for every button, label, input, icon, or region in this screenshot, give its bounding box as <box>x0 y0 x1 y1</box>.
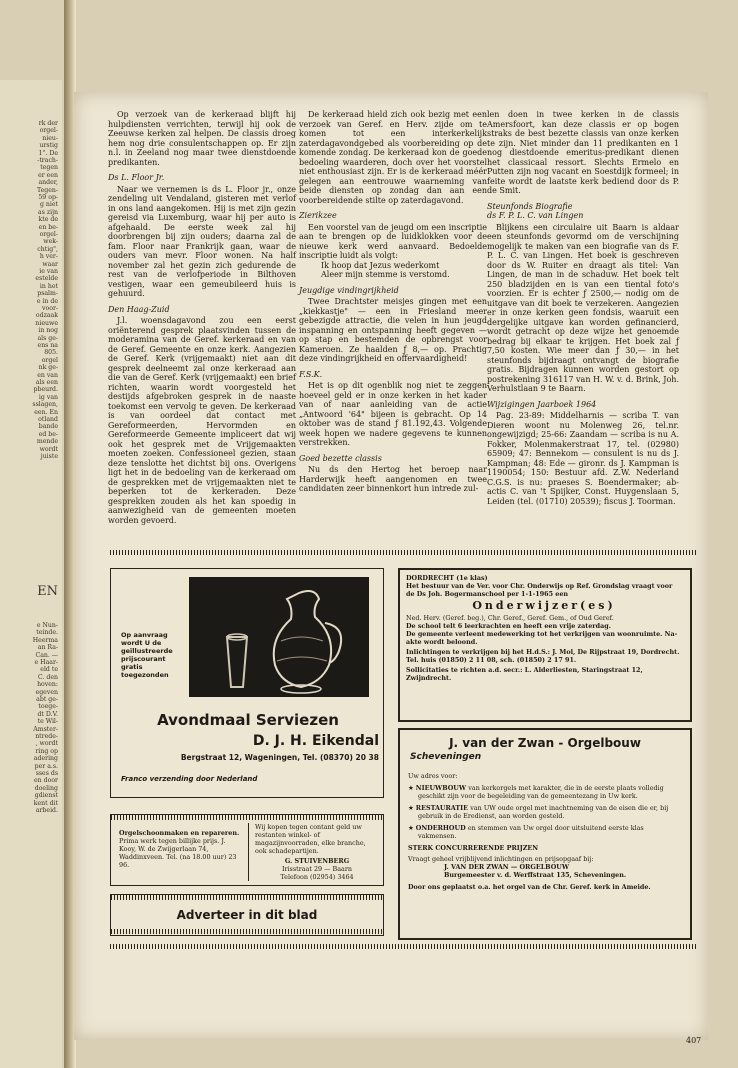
ad-dordrecht-body <box>406 574 682 682</box>
facing-page-line: eld te <box>40 666 58 674</box>
facing-page-line: 59 op- <box>38 194 58 201</box>
paragraph: De kerkeraad hield zich ook bezig met een verzoek van Geref. en Herv. zijde om te komen tot een interkerkelijk zaterdagavondgebed als voorbereiding op de komende zondag. De kerkeraad kon de goede bedoeling waarderen, doch over het voorstel niet enthousiast zijn. Er is de kerkeraad méér gelegen aan eentrouwe waarneming van beide diensten op zondag dan aan een voorbereidende stilte op zaterdagavond. <box>299 110 487 205</box>
facing-page-line: Tegen- <box>36 186 58 194</box>
ad-dordrecht-line: Inlichtingen te verkrijgen bij het H.d.S.: J. Mol, De Rijpstraat 19, Dordrecht. Tel. huis (01850) 2 11 08, sch. (01850) 2 17 91. <box>406 648 680 664</box>
column-3 <box>487 110 679 506</box>
ad-stuivenberg-phone: Telefoon (02954) 3464 <box>280 873 354 881</box>
ad-dordrecht-intro: Het bestuur van de Ver. voor Chr. Onderwijs op Ref. Grondslag vraagt voor de Ds Joh. Bogermanschool per 1-1-1965 een <box>406 582 673 598</box>
ad-dordrecht-line: De school telt 6 leerkrachten en heeft een vrije zaterdag. <box>406 622 611 630</box>
ad-kooy-title: Orgelschoonmaken en repareren. <box>119 829 240 837</box>
facing-page-line: as zijn <box>38 208 58 216</box>
section-heading: Goed bezette classis <box>299 453 382 463</box>
facing-page <box>0 80 62 1068</box>
ad-dordrecht-line: Ned. Herv. (Geref. beg.), Chr. Geref., Geref. Gem., of Oud Geref. <box>406 614 614 622</box>
ad-stuivenberg-address: Irisstraat 29 — Baarn <box>281 865 353 873</box>
facing-page-line: orgel- <box>39 127 58 135</box>
verse-line: Aleer mijn stemme is verstomd. <box>321 270 450 279</box>
facing-page-line: als ge- <box>37 334 58 342</box>
facing-page-line: urstig <box>39 142 58 150</box>
facing-page-line: toege- <box>38 703 58 711</box>
facing-page-line: teinde. <box>36 629 58 637</box>
facing-page-line: an Ra- <box>37 644 58 652</box>
ad-adverteer <box>110 894 384 936</box>
facing-page-line: e Nun- <box>36 622 58 629</box>
facing-page-line: 1". De <box>38 149 58 157</box>
facing-page-line: wek- <box>43 238 58 246</box>
facing-page-heading: EN <box>37 584 58 599</box>
ad-tagline: Franco verzending door Nederland <box>121 775 258 783</box>
column-2 <box>299 110 487 494</box>
service-keyword: ONDERHOUD <box>415 824 468 832</box>
facing-page-line: ed be- <box>38 430 58 438</box>
divider-rule <box>110 944 698 949</box>
paragraph: Twee Drachtster meisjes gingen met een „kiekkastje" — een in Friesland meer gebezigde attractie, die velen in hun jeugd inspanning en ontspanning heeft gegeven — op stap en bestemden de opbrengst voor Kameroen. Ze haalden ƒ 8,— op. Prachtig deze vindingrijkheid en offervaardigheid! <box>299 297 487 363</box>
facing-page-line: ntrede- <box>35 733 58 740</box>
ad-vanderzwan-footer: Door ons geplaatst o.a. het orgel van de Chr. Geref. kerk in Ameide. <box>408 883 651 891</box>
paragraph: Op verzoek van de kerkeraad blijft hij hulpdiensten verrichten, terwijl hij ook de Zeeuwse kerken zal helpen. De classis droeg hem nog drie consulentschappen op. Er zijn n.l. in Zeeland nog maar twee dienstdoende predikanten. <box>108 110 296 167</box>
section-heading: Steunfonds Biografie <box>487 201 573 211</box>
facing-page-line: Amster- <box>33 725 58 733</box>
column-1 <box>108 110 296 525</box>
paragraph: Naar we vernemen is ds L. Floor jr., onze zendeling uit Vendaland, gisteren met verlof in ons land aangekomen. Hij is met zijn gezin gereisd via Luxemburg, waar hij per auto is afgehaald. De eerste week zal hij doorbrengen bij zijn ouders; daarna zal de fam. Floor naar Frankrijk gaan, waar de ouders van mevr. Floor wonen. Na half november zal het gezin zich gedurende de rest van de verlofperiode in Bilthoven vestigen, waar een gemeubileerd huis is gehuurd. <box>108 184 296 298</box>
facing-page-line: psalm- <box>37 290 58 298</box>
facing-page-line: en door <box>34 777 58 785</box>
section-heading: Zierikzee <box>299 211 337 220</box>
facing-page-line: odzaak <box>35 312 58 320</box>
facing-page-line: en be- <box>38 223 58 231</box>
ad-stuivenberg <box>255 823 379 881</box>
service-item <box>408 784 682 800</box>
section-heading: Wijzigingen Jaarboek 1964 <box>487 399 597 409</box>
ad-dordrecht-line: Sollicitaties te richten a.d. secr.: L. Alderliesten, Staringstraat 12, Zwijndrecht. <box>406 666 643 682</box>
ad-title: Avondmaal Serviezen <box>157 711 339 729</box>
facing-page-line: sses ds <box>35 770 58 777</box>
verse-line: Ik hoop dat Jezus wederkomt <box>321 260 440 270</box>
facing-page-line: chtig", <box>37 245 58 253</box>
ad-stuivenberg-body: Wij kopen tegen contant geld uw restanten winkel- of magazijnvoorraden, elke branche, ook schadepartijen. <box>255 823 366 855</box>
paragraph: J.l. woensdagavond zou een eerst oriënterend gesprek plaatsvinden tussen de moderamina van de Geref. kerkeraad en van de Geref. Gemeente en onze kerk. Aangezien de Geref. Kerk (vrijgemaakt) niet aan dit gesprek deelneemt zal onze kerkeraad aan die van de Geref. Kerk (vrijgemaakt) een brief richten, waarin wordt voorgesteld het destijds afgebroken gesprek in de naaste toekomst een vervolg te geven. De kerkeraad is van oordeel dat contact met Gereformeerden, Hervormden en Gereformeerde Gemeente impliceert dat wij ook het gesprek met de Vrijgemaakten moeten zoeken. Confessioneel gezien, staan deze tenslotte het dichtst bij ons. Overigens ligt het in de bedoeling van de kerkeraad om de gesprekken met de vrijgemaakten niet te beperken tot de kerkeraden. Deze gesprekken zouden als het kan spoedig in aanwezigheid van de gemeenten moeten worden gevoerd. <box>108 316 296 525</box>
service-keyword: RESTAURATIE <box>415 804 471 812</box>
ad-dordrecht-line: De gemeente verleent medewerking tot het verkrijgen van woonruimte. Na-akte wordt beloond. <box>406 630 678 646</box>
service-item <box>408 824 682 840</box>
ad-border-rule <box>111 895 383 900</box>
facing-page-line: orgel <box>41 356 58 364</box>
facing-page-line: gdienst <box>34 792 58 800</box>
ad-side-note: Op aanvraag wordt U de geïllustreerde prijscourant gratis toegezonden <box>121 631 173 679</box>
facing-page-line: orgel- <box>39 231 58 238</box>
ad-vanderzwan-prices: STERK CONCURRERENDE PRIJZEN <box>408 844 539 852</box>
star-icon: ★ <box>408 804 416 812</box>
glassware-photo <box>189 577 369 697</box>
service-text: en stemmen van Uw orgel door uitsluitend eerste klas vakmensen. <box>418 824 644 840</box>
star-icon: ★ <box>408 784 416 792</box>
section-heading: Ds L. Floor Jr. <box>108 173 165 182</box>
facing-page-line: abt ge- <box>36 696 58 703</box>
jug-and-glass-icon <box>189 577 369 697</box>
facing-page-line: ring op <box>35 747 58 755</box>
facing-page-line: sslagen, <box>32 401 58 409</box>
facing-page-line: een. En <box>34 408 58 416</box>
facing-page-line: kent dit <box>33 799 58 807</box>
section-heading: Jeugdige vindingrijkheid <box>299 285 399 295</box>
star-icon: ★ <box>408 824 416 832</box>
facing-page-line: kte de <box>38 216 58 224</box>
facing-page-line: rk der <box>38 120 58 127</box>
facing-page-line: C. den <box>37 673 58 681</box>
paragraph: len doen in twee kerken in de classis Amersfoort, kan deze classis er op bogen straks de best bezette classis van onze kerken te zijn. Niet minder dan 11 predikanten en 1 nog diestdoende emeritus-predikant dienen het classicaal ressort. Slechts Ermelo en Putten zijn nog vacant en Soestdijk formeel; in feite wordt de laatste kerk bediend door ds P. de Smit. <box>487 110 679 195</box>
facing-page-line: e Haar- <box>34 659 58 666</box>
ad-address: Bergstraat 12, Wageningen, Tel. (08370) 20 38 <box>180 753 379 762</box>
ad-dordrecht-head: DORDRECHT (1e klas) <box>406 574 488 582</box>
facing-page-line: arbeid. <box>35 807 58 814</box>
facing-page-line: in nog <box>38 327 58 335</box>
service-keyword: NIEUWBOUW <box>415 784 469 792</box>
facing-page-line: te Wil- <box>37 718 58 726</box>
ad-kooy <box>119 829 243 869</box>
facing-page-line: mende <box>36 438 58 446</box>
facing-page-line: Can. — <box>35 651 58 659</box>
facing-page-line: ig van <box>38 393 58 401</box>
facing-page-line: otland <box>38 416 58 423</box>
ad-dordrecht <box>398 568 692 722</box>
facing-page-line: h ver- <box>39 253 58 261</box>
paragraph: Blijkens een circulaire uit Baarn is aldaar een steunfonds gevormd om de verschijning mogelijk te maken van een biografie van ds F. P. L. C. van Lingen. Het boek is geschreven door ds W. Ruiter en draagt als titel: Van Lingen, de man in de schaduw. Het boek telt 250 bladzijden en is van een tiental foto's voorzien. Er is echter ƒ 2500,— nodig om de uitgave van dit boek te verzekeren. Aangezien er in onze kerken geen fondsis, waaruit een dergelijke uitgave kan worden gefinancierd, wordt getracht op deze wijze het genoemde bedrag bij elkaar te krijgen. Het boek zal ƒ 7,50 kosten. Wie meer dan ƒ 30,— in het steunfonds bijdraagt ontvangt de biografie gratis. Bijdragen kunnen worden gestort op postrekening 316117 van H. W. v. d. Brink, Joh. Verhulstlaan 9 te Baarn. <box>487 222 679 393</box>
ad-vanderzwan-city: Scheveningen <box>410 752 482 762</box>
ad-border-rule <box>111 815 383 820</box>
ad-vanderzwan <box>398 728 692 940</box>
ad-border-rule <box>111 929 383 934</box>
ad-small-pair <box>110 814 384 886</box>
ad-vanderzwan-ask: Vraagt geheel vrijblijvend inlichtingen en prijsopgaaf bij: <box>408 855 594 863</box>
ad-adverteer-text: Adverteer in dit blad <box>176 908 318 922</box>
section-heading: Den Haag-Zuid <box>108 304 170 314</box>
service-item <box>408 804 682 820</box>
facing-page-line: -trach- <box>37 157 58 164</box>
section-subheading: ds F. P. L. C. van Lingen <box>487 211 584 220</box>
facing-page-line: pbeurd. <box>33 386 58 394</box>
section-heading: F.S.K. <box>299 369 323 379</box>
ad-eikendal <box>110 568 384 798</box>
facing-page-line: hoven: <box>37 681 58 689</box>
ad-stuivenberg-name: G. STUIVENBERG <box>284 857 350 865</box>
service-text: van kerkorgels met karakter, die in de eerste plaats volledig geschikt zijn voor de begeleiding van de gemeentezang in Uw kerk. <box>418 784 664 800</box>
facing-page-line: per a.s. <box>34 762 58 770</box>
facing-page-line: nieuwe <box>35 319 58 327</box>
facing-page-line: als een <box>35 379 58 386</box>
ad-vanderzwan-firm-address: Burgemeester v. d. Werffstraat 135, Scheveningen. <box>444 871 627 879</box>
ad-vanderzwan-title: J. van der Zwan - Orgelbouw <box>449 736 641 750</box>
facing-page-line: g niet <box>39 201 58 209</box>
facing-page-line: ens na <box>37 342 58 349</box>
facing-page-line: wordt <box>39 445 58 453</box>
ad-vanderzwan-services <box>408 784 682 840</box>
facing-page-line: en van <box>37 371 58 379</box>
magazine-page <box>74 92 708 1045</box>
facing-page-line: doeling <box>34 784 58 792</box>
facing-page-line: adering <box>33 755 58 763</box>
facing-page-line: waar <box>42 260 58 268</box>
paragraph: Nu ds den Hertog het beroep naar Harderwijk heeft aangenomen en twee candidaten zeer binnenkort hun intrede zul- <box>299 465 487 493</box>
ad-divider <box>248 823 249 881</box>
page-number: 407 <box>686 1036 702 1045</box>
ad-vanderzwan-firm: J. VAN DER ZWAN — ORGELBOUW <box>444 863 570 871</box>
facing-page-line: e in de <box>36 297 58 305</box>
facing-page-line: ander, <box>38 179 58 187</box>
facing-page-line: estelde <box>35 275 58 283</box>
service-text: van UW oude orgel met inachtneming van de eisen die er, bij gebruik in de Eredienst, aan worden gesteld. <box>418 804 669 820</box>
facing-page-line: 805. <box>44 349 58 357</box>
facing-page-line: nieu- <box>42 134 58 142</box>
facing-page-line: voor- <box>42 305 58 312</box>
facing-page-line: juiste <box>40 453 58 460</box>
facing-page-line: bande <box>38 423 58 431</box>
facing-page-line: tegen <box>40 164 58 172</box>
paragraph: Een voorstel van de jeugd om een inscriptie aan te brengen op de luidklokken voor de nieuwe kerk werd aanvaard. Bedoelde inscriptie luidt als volgt: <box>299 222 487 260</box>
paragraph: Het is op dit ogenblik nog niet te zeggen hoeveel geld er in onze kerken in het kader van of naar aanleiding van de actie „Antwoord '64" bijeen is gebracht. Op 14 oktober was de stand ƒ 81.192,43. Volgende week hopen we nadere gegevens te kunnen verstrekken. <box>299 381 487 447</box>
facing-page-line: egeven <box>35 688 58 696</box>
facing-page-line: , wordt <box>35 740 58 748</box>
ad-dordrecht-wanted: Onderwijzer(es) <box>472 599 616 612</box>
facing-page-line: er een <box>38 171 58 179</box>
facing-page-line: in het <box>39 282 58 290</box>
ad-vanderzwan-intro: Uw adres voor: <box>408 772 458 780</box>
facing-page-line: ie van <box>39 268 58 275</box>
paragraph: Pag. 23-89: Middelharnis — scriba T. van Dieren woont nu Molenweg 26, tel.nr. ongewijzigd; 25-66: Zaandam — scriba is nu A. Fokker, Molenmakerstraat 17, tel. (02980) 65909; 47: Bennekom — consulent is nu ds J. Kampman; 48: Ede — gironr. ds J. Kampman is 1190054; 150: Bestuur afd. Z.W. Nederland C.G.S. is nu: praeses S. Boendermaker; ab-actis C. van 't Spijker, Const. Huygenslaan 5, Leiden (tel. (01710) 20539); fiscus J. Toorman. <box>487 411 679 506</box>
facing-page-line: nk ge- <box>38 364 58 372</box>
facing-page-line: dt D.V. <box>37 710 58 718</box>
ad-company: D. J. H. Eikendal <box>252 733 379 749</box>
facing-page-line: Heerma <box>32 636 58 644</box>
ad-vanderzwan-body <box>408 772 682 891</box>
divider-rule <box>110 550 698 555</box>
ad-kooy-body: Prima werk tegen billijke prijs. J. Kooy, W. de Zwijgerlaan 74, Waddinxveen. Tel. (na 18.00 uur) 23 96. <box>119 837 237 869</box>
